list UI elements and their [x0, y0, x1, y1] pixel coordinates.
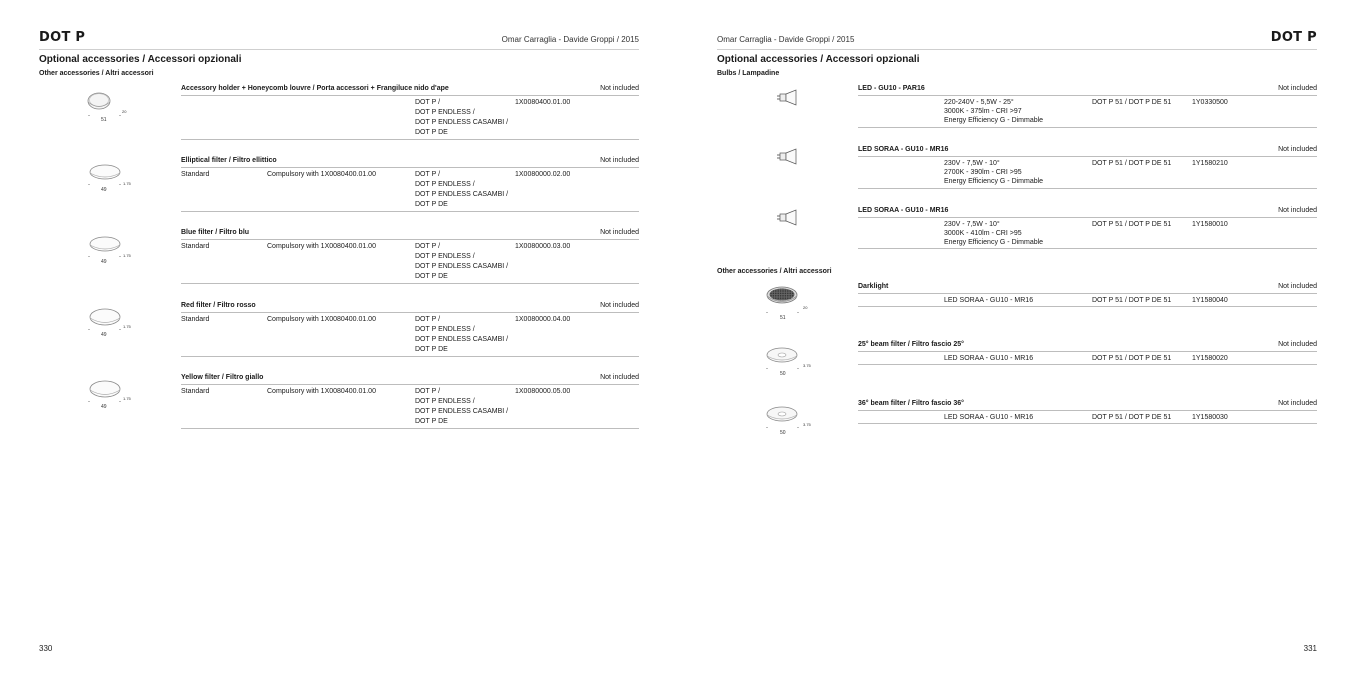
table-rule	[858, 188, 1317, 189]
table-rule	[858, 95, 1317, 96]
compat-line-1: DOT P /	[415, 99, 441, 106]
item-note: Compulsory with 1X0080400.01.00	[267, 388, 376, 395]
product-code: 1Y1580020	[1192, 355, 1228, 362]
compat-line-3: DOT P ENDLESS CASAMBI /	[415, 336, 509, 343]
inclusion-status: Not included	[1278, 146, 1317, 153]
table-rule	[181, 211, 639, 212]
dimension-width: 50	[780, 430, 786, 436]
item-note: Compulsory with 1X0080400.01.00	[267, 243, 376, 250]
dimension-width: 49	[101, 332, 107, 338]
table-rule	[181, 139, 639, 140]
accessory-block	[39, 302, 639, 362]
spec-line-1: 230V - 7,5W - 10°	[944, 221, 1000, 228]
spec-line-3: Energy Efficiency G - Dimmable	[944, 117, 1044, 124]
compatibility: DOT P 51 / DOT P DE 51	[1092, 414, 1172, 421]
compatibility: DOT P 51 / DOT P DE 51	[1092, 297, 1172, 304]
product-code: 1X0080400.01.00	[515, 99, 571, 106]
right-page	[717, 0, 1317, 677]
accessory-block	[39, 374, 639, 434]
product-code: 1Y1580040	[1192, 297, 1228, 304]
spec-line-3: Energy Efficiency G - Dimmable	[944, 178, 1044, 185]
bulb-icon	[775, 89, 801, 107]
table-rule	[181, 283, 639, 284]
item-type: Standard	[181, 316, 210, 323]
spec-line-2: 3000K - 375lm - CRI >97	[944, 108, 1022, 115]
dimension-width: 50	[780, 371, 786, 377]
table-rule	[181, 312, 639, 313]
table-rule	[181, 356, 639, 357]
accessory-block	[717, 283, 1317, 343]
spec: LED SORAA - GU10 - MR16	[944, 355, 1034, 362]
designer-credit: Omar Carraglia - Davide Groppi / 2015	[501, 35, 639, 44]
designer-credit: Omar Carraglia - Davide Groppi / 2015	[717, 35, 855, 44]
compat-line-4: DOT P DE	[415, 201, 448, 208]
table-rule	[181, 95, 639, 96]
spec-line-3: Energy Efficiency G - Dimmable	[944, 239, 1044, 246]
compat-line-2: DOT P ENDLESS /	[415, 326, 475, 333]
item-type: Standard	[181, 243, 210, 250]
compat-line-1: DOT P /	[415, 243, 441, 250]
filter-drawing	[87, 161, 131, 193]
product-code: 1X0080000.03.00	[515, 243, 571, 250]
dimension-width: 51	[780, 315, 786, 321]
table-rule	[181, 167, 639, 168]
spec-line-2: 3000K - 410lm - CRI >95	[944, 230, 1022, 237]
bulb-icon	[775, 209, 801, 227]
dimension-height: 20	[122, 109, 127, 114]
table-rule	[181, 384, 639, 385]
bulb-block	[717, 207, 1317, 267]
header-divider	[717, 49, 1317, 50]
table-rule	[181, 239, 639, 240]
inclusion-status: Not included	[600, 374, 639, 381]
page-number: 330	[39, 644, 53, 653]
compatibility: DOT P 51 / DOT P DE 51	[1092, 221, 1172, 228]
table-rule	[858, 127, 1317, 128]
product-code: 1Y1580010	[1192, 221, 1228, 228]
accessory-table	[858, 400, 1317, 430]
inclusion-status: Not included	[1278, 283, 1317, 290]
accessory-block	[717, 400, 1317, 460]
compat-line-4: DOT P DE	[415, 346, 448, 353]
dimension-width: 49	[101, 187, 107, 193]
compatibility: DOT P 51 / DOT P DE 51	[1092, 99, 1172, 106]
accessory-holder-drawing	[87, 89, 127, 123]
accessory-block	[39, 229, 639, 289]
bulb-table	[858, 85, 1317, 135]
item-name: LED SORAA - GU10 - MR16	[858, 207, 949, 214]
darklight-drawing	[765, 285, 809, 321]
table-rule	[858, 293, 1317, 294]
compat-line-3: DOT P ENDLESS CASAMBI /	[415, 191, 509, 198]
table-rule	[858, 306, 1317, 307]
inclusion-status: Not included	[1278, 400, 1317, 407]
header-divider	[39, 49, 639, 50]
page-number: 331	[1303, 644, 1317, 653]
section-title: Optional accessories / Accessori opzionali	[717, 54, 920, 65]
product-code: 1X0080000.02.00	[515, 171, 571, 178]
compat-line-1: DOT P /	[415, 316, 441, 323]
filter-drawing	[87, 233, 131, 265]
subsection-title-other: Other accessories / Altri accessori	[717, 268, 832, 275]
spec: LED SORAA - GU10 - MR16	[944, 297, 1034, 304]
accessory-table	[181, 374, 639, 434]
beam-filter-drawing	[765, 404, 809, 436]
item-name: Red filter / Filtro rosso	[181, 302, 256, 309]
item-note: Compulsory with 1X0080400.01.00	[267, 316, 376, 323]
item-name: LED - GU10 - PAR16	[858, 85, 925, 92]
bulb-table	[858, 146, 1317, 196]
accessory-table	[181, 229, 639, 289]
beam-filter-drawing	[765, 345, 809, 377]
item-name: Yellow filter / Filtro giallo	[181, 374, 264, 381]
compat-line-2: DOT P ENDLESS /	[415, 109, 475, 116]
compat-line-1: DOT P /	[415, 171, 441, 178]
table-rule	[858, 156, 1317, 157]
product-code: 1Y1580210	[1192, 160, 1228, 167]
compat-line-3: DOT P ENDLESS CASAMBI /	[415, 119, 509, 126]
dimension-width: 49	[101, 404, 107, 410]
table-rule	[858, 410, 1317, 411]
compat-line-4: DOT P DE	[415, 273, 448, 280]
subsection-title: Other accessories / Altri accessori	[39, 70, 154, 77]
spec-line-1: 220-240V - 5,5W - 25°	[944, 99, 1014, 106]
item-name: 25° beam filter / Filtro fascio 25°	[858, 341, 964, 348]
inclusion-status: Not included	[1278, 85, 1317, 92]
compatibility: DOT P 51 / DOT P DE 51	[1092, 355, 1172, 362]
compat-line-2: DOT P ENDLESS /	[415, 253, 475, 260]
item-name: Blue filter / Filtro blu	[181, 229, 250, 236]
accessory-table	[858, 341, 1317, 371]
accessory-block	[717, 341, 1317, 401]
compat-line-3: DOT P ENDLESS CASAMBI /	[415, 408, 509, 415]
bulb-block	[717, 85, 1317, 145]
table-rule	[858, 217, 1317, 218]
table-rule	[858, 364, 1317, 365]
brand-title: DOT P	[39, 30, 86, 45]
spec-line-2: 2700K - 390lm - CRI >95	[944, 169, 1022, 176]
spec: LED SORAA - GU10 - MR16	[944, 414, 1034, 421]
inclusion-status: Not included	[600, 157, 639, 164]
spec-line-1: 230V - 7,5W - 10°	[944, 160, 1000, 167]
compat-line-4: DOT P DE	[415, 129, 448, 136]
table-rule	[181, 428, 639, 429]
compat-line-2: DOT P ENDLESS /	[415, 398, 475, 405]
bulb-block	[717, 146, 1317, 206]
table-rule	[858, 351, 1317, 352]
dimension-height: 1.75	[123, 324, 131, 329]
table-rule	[858, 423, 1317, 424]
item-note: Compulsory with 1X0080400.01.00	[267, 171, 376, 178]
brand-title: DOT P	[1270, 30, 1317, 45]
table-rule	[858, 248, 1317, 249]
compat-line-4: DOT P DE	[415, 418, 448, 425]
accessory-table	[858, 283, 1317, 313]
inclusion-status: Not included	[1278, 341, 1317, 348]
item-type: Standard	[181, 388, 210, 395]
item-name: Accessory holder + Honeycomb louvre / Porta accessori + Frangiluce nido d'ape	[181, 85, 449, 92]
product-code: 1Y1580030	[1192, 414, 1228, 421]
inclusion-status: Not included	[600, 85, 639, 92]
inclusion-status: Not included	[600, 302, 639, 309]
product-code: 1Y0330500	[1192, 99, 1228, 106]
accessory-table	[181, 157, 639, 217]
item-name: LED SORAA - GU10 - MR16	[858, 146, 949, 153]
compat-line-3: DOT P ENDLESS CASAMBI /	[415, 263, 509, 270]
dimension-height: 1.75	[123, 253, 131, 258]
compatibility: DOT P 51 / DOT P DE 51	[1092, 160, 1172, 167]
accessory-table	[181, 302, 639, 362]
product-code: 1X0080000.05.00	[515, 388, 571, 395]
dimension-height: 3.75	[803, 363, 811, 368]
accessory-block	[39, 157, 639, 217]
dimension-height: 3.75	[803, 422, 811, 427]
compat-line-2: DOT P ENDLESS /	[415, 181, 475, 188]
dimension-height: 1.75	[123, 181, 131, 186]
left-page	[39, 0, 639, 677]
inclusion-status: Not included	[600, 229, 639, 236]
filter-drawing	[87, 306, 131, 338]
item-name: Darklight	[858, 283, 889, 290]
section-title: Optional accessories / Accessori opzionali	[39, 54, 242, 65]
item-type: Standard	[181, 171, 210, 178]
dimension-height: 1.75	[123, 396, 131, 401]
inclusion-status: Not included	[1278, 207, 1317, 214]
item-name: Elliptical filter / Filtro ellittico	[181, 157, 277, 164]
item-name: 36° beam filter / Filtro fascio 36°	[858, 400, 964, 407]
dimension-height: 20	[803, 305, 808, 310]
accessory-block	[39, 85, 639, 145]
product-code: 1X0080000.04.00	[515, 316, 571, 323]
compat-line-1: DOT P /	[415, 388, 441, 395]
dimension-width: 49	[101, 259, 107, 265]
bulb-icon	[775, 148, 801, 166]
accessory-table	[181, 85, 639, 145]
subsection-title-bulbs: Bulbs / Lampadine	[717, 70, 780, 77]
dimension-width: 51	[101, 117, 107, 123]
filter-drawing	[87, 378, 131, 410]
bulb-table	[858, 207, 1317, 257]
